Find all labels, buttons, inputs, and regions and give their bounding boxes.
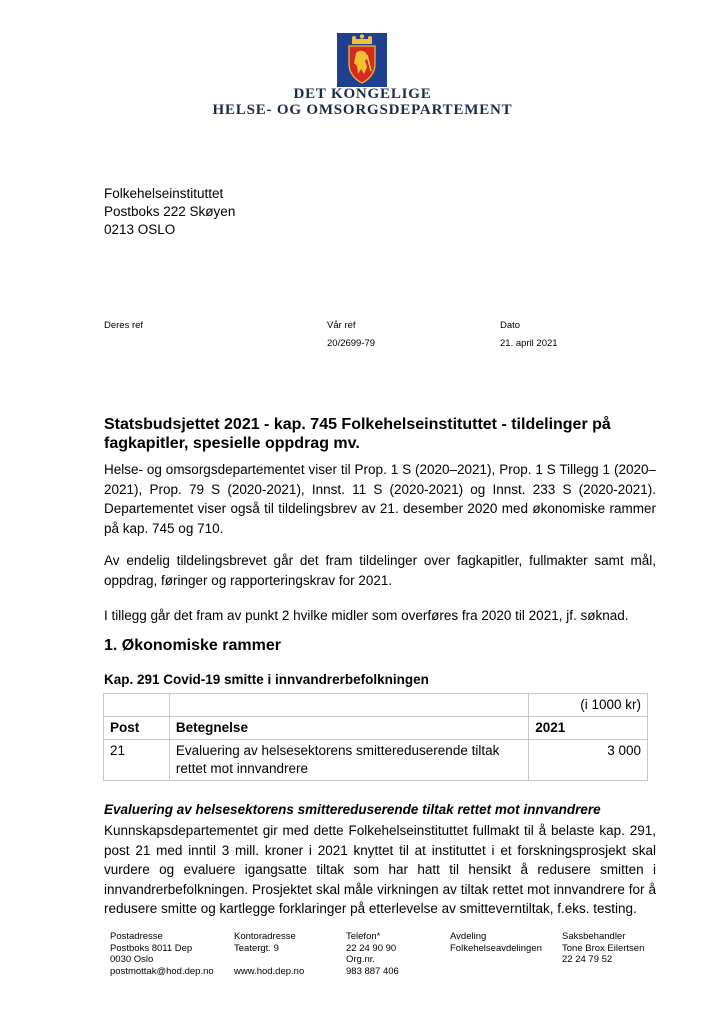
coat-of-arms-logo — [337, 33, 387, 87]
footer-email-link[interactable]: postmottak@hod.dep.no — [110, 965, 214, 977]
footer-telefon — [346, 931, 399, 977]
footer-saksbehandler-label: Saksbehandler — [562, 931, 626, 942]
intro-paragraph: Helse- og omsorgsdepartementet viser til Prop. 1 S (2020–2021), Prop. 1 S Tillegg 1 (2020–2021), Prop. 79 S (2020-2021), Innst. 11 S (2020-2021) og Innst. 233 S (2020-2021). Departementet viser også til tildelingsbrev av 21. desember 2020 med økonomiske rammer på kap. 745 og 710. — [104, 462, 656, 536]
footer-postadresse — [110, 931, 214, 977]
var-ref-label: Vår ref — [327, 320, 356, 331]
row-betegnelse: Evaluering av helsesektorens smittereduserende tiltak rettet mot innvandrere — [169, 740, 528, 781]
table-row — [104, 740, 648, 781]
footer-saksbehandler-name: Tone Brox Eilertsen — [562, 942, 645, 954]
department-name-line1: DET KONGELIGE — [293, 86, 432, 102]
column-header-year: 2021 — [529, 717, 648, 740]
letter-title: Statsbudsjettet 2021 - kap. 745 Folkehelseinstituttet - tildelinger på fagkapitler, spesielle oppdrag mv. — [104, 416, 611, 452]
department-name-line2: HELSE- OG OMSORGSDEPARTEMENT — [212, 102, 513, 118]
footer-kontoradresse — [234, 931, 304, 977]
footer-kontoradresse-line1: Teatergt. 9 — [234, 942, 279, 954]
footer-saksbehandler — [562, 931, 644, 966]
column-header-betegnelse: Betegnelse — [169, 717, 528, 740]
var-ref-value: 20/2699-79 — [327, 338, 376, 349]
recipient-city: 0213 OSLO — [104, 222, 176, 237]
budget-table — [103, 693, 648, 781]
footer-avdeling — [450, 931, 542, 954]
footer-saksbehandler-phone: 22 24 79 52 — [562, 954, 613, 966]
footer-postadresse-label: Postadresse — [110, 931, 163, 942]
date-value: 21. april 2021 — [500, 338, 558, 349]
footer-orgnr-value: 983 887 406 — [346, 965, 399, 977]
footer-orgnr-label: Org.nr. — [346, 954, 376, 966]
table-unit-row — [104, 694, 648, 717]
subsection-heading: Evaluering av helsesektorens smittereduserende tiltak rettet mot innvandrere — [104, 802, 601, 817]
row-amount: 3 000 — [529, 740, 648, 781]
deres-ref-label: Deres ref — [104, 320, 144, 331]
recipient-street: Postboks 222 Skøyen — [104, 204, 236, 219]
unit-label: (i 1000 kr) — [529, 694, 648, 717]
footer-telefon-number: 22 24 90 90 — [346, 942, 397, 954]
table-header-row — [104, 717, 648, 740]
date-label: Dato — [500, 320, 521, 331]
section-heading-economic-frames: 1. Økonomiske rammer — [104, 637, 281, 654]
subsection-paragraph: Kunnskapsdepartementet gir med dette Folkehelseinstituttet fullmakt til å belaste kap. 291, post 21 med inntil 3 mill. kroner i 2021 knyttet til at instituttet i et forskningsprosjekt skal vurdere og evaluere igangsatte tiltak som har hatt til hensikt å redusere smitten i innvandrerbefolkningen. Prosjektet skal måle virkningen av tiltak rettet mot innvandrere for å redusere smitte og kartlegge forklaringer på etterlevelse av smitteverntiltak, f.eks. testing. — [104, 823, 656, 916]
footer-avdeling-value: Folkehelseavdelingen — [450, 942, 542, 954]
footer-kontoradresse-label: Kontoradresse — [234, 931, 296, 942]
footer-avdeling-label: Avdeling — [450, 931, 487, 942]
row-post: 21 — [104, 740, 170, 781]
footer-postadresse-line1: Postboks 8011 Dep — [110, 942, 193, 954]
recipient-name: Folkehelseinstituttet — [104, 186, 224, 201]
allocation-paragraph: Av endelig tildelingsbrevet går det fram tildelinger over fagkapitler, fullmakter samt mål, oppdrag, føringer og rapporteringskrav for 2021. — [104, 553, 656, 588]
chapter-heading: Kap. 291 Covid-19 smitte i innvandrerbefolkningen — [104, 672, 429, 687]
column-header-post: Post — [104, 717, 170, 740]
footer-postadresse-line2: 0030 Oslo — [110, 954, 154, 966]
footer-website-link[interactable]: www.hod.dep.no — [234, 965, 305, 977]
footer-telefon-label: Telefon* — [346, 931, 381, 942]
transfer-paragraph: I tillegg går det fram av punkt 2 hvilke midler som overføres fra 2020 til 2021, jf. søknad. — [104, 608, 629, 623]
